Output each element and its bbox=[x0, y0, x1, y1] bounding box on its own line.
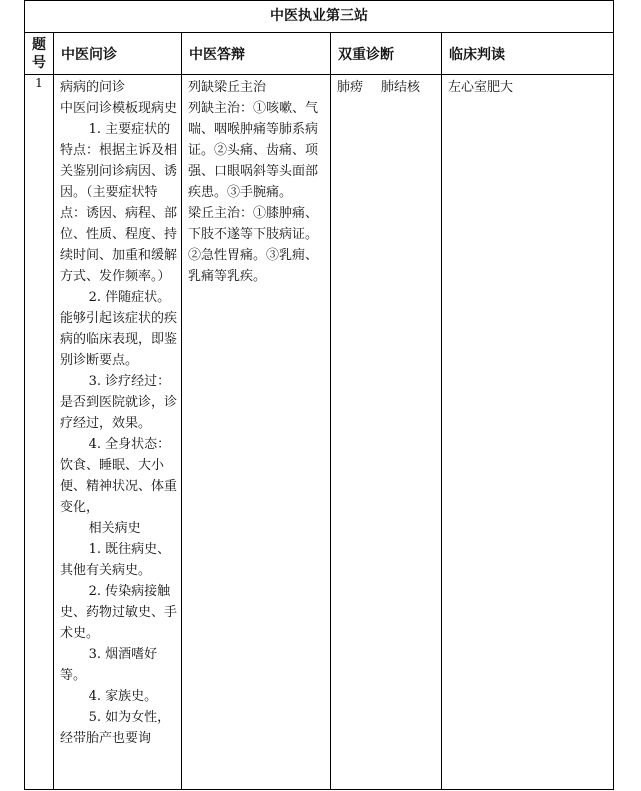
row-debate-cell bbox=[182, 75, 331, 790]
inquiry-line: 5. 如为女性，经带胎产也要询 bbox=[60, 710, 171, 746]
inquiry-line: 2. 传染病接触史、药物过敏史、手术史。 bbox=[60, 584, 178, 641]
debate-line: 列缺主治：①咳嗽、气喘、咽喉肿痛等肺系病证。②头痛、齿痛、项强、口眼㖞斜等头面部疾患。③手腕痛。 bbox=[188, 101, 319, 200]
row-diagnosis-cell bbox=[331, 75, 442, 790]
table-title-cell bbox=[25, 1, 614, 33]
header-diagnosis-label: 双重诊断 bbox=[338, 46, 394, 63]
inquiry-line: 3. 烟酒嗜好等。 bbox=[60, 647, 158, 683]
diagnosis-tcm: 肺痨 bbox=[337, 80, 364, 95]
debate-line: 梁丘主治：①膝肿痛、下肢不遂等下肢病证。②急性胃痛。③乳痈、乳痛等乳疾。 bbox=[188, 206, 319, 284]
header-debate-label: 中医答辩 bbox=[189, 46, 245, 63]
row-number: 1 bbox=[25, 75, 54, 790]
inquiry-line: 3. 诊疗经过：是否到医院就诊，诊疗经过，效果。 bbox=[60, 374, 178, 431]
debate-line: 列缺梁丘主治 bbox=[188, 80, 267, 95]
inquiry-line: 病病的问诊 bbox=[60, 80, 126, 95]
header-number-line-1: 题 bbox=[32, 36, 46, 53]
row-clinical-cell bbox=[442, 75, 614, 790]
header-diagnosis bbox=[331, 33, 442, 75]
header-inquiry-label: 中医问诊 bbox=[61, 46, 117, 63]
header-number-line-2: 号 bbox=[32, 54, 46, 71]
row-inquiry-cell bbox=[54, 75, 182, 790]
clinical-reading: 左心室肥大 bbox=[448, 80, 514, 95]
inquiry-line: 1. 既往病史、其他有关病史。 bbox=[60, 542, 171, 578]
inquiry-line: 2. 伴随症状。能够引起该症状的疾病的临床表现，即鉴别诊断要点。 bbox=[60, 290, 178, 368]
table-row bbox=[25, 75, 614, 790]
diagnosis-western: 肺结核 bbox=[381, 80, 421, 95]
header-clinical-label: 临床判读 bbox=[449, 46, 505, 63]
header-inquiry bbox=[54, 33, 182, 75]
inquiry-line: 4. 全身状态：饮食、睡眠、大小便、精神状况、体重变化， bbox=[60, 437, 178, 515]
exam-table bbox=[24, 0, 614, 790]
inquiry-line: 中医问诊模板现病史 bbox=[60, 101, 178, 116]
header-clinical bbox=[442, 33, 614, 75]
inquiry-line: 相关病史 bbox=[88, 521, 141, 536]
inquiry-line: 1. 主要症状的特点：根据主诉及相关鉴别问诊病因、诱因。（主要症状特点：诱因、病程、部位、性质、程度、持续时间、加重和缓解方式、发作频率。） bbox=[60, 122, 178, 284]
table-title: 中医执业第三站 bbox=[270, 8, 368, 24]
header-number bbox=[25, 33, 54, 75]
inquiry-line: 4. 家族史。 bbox=[88, 689, 158, 704]
header-debate bbox=[182, 33, 331, 75]
